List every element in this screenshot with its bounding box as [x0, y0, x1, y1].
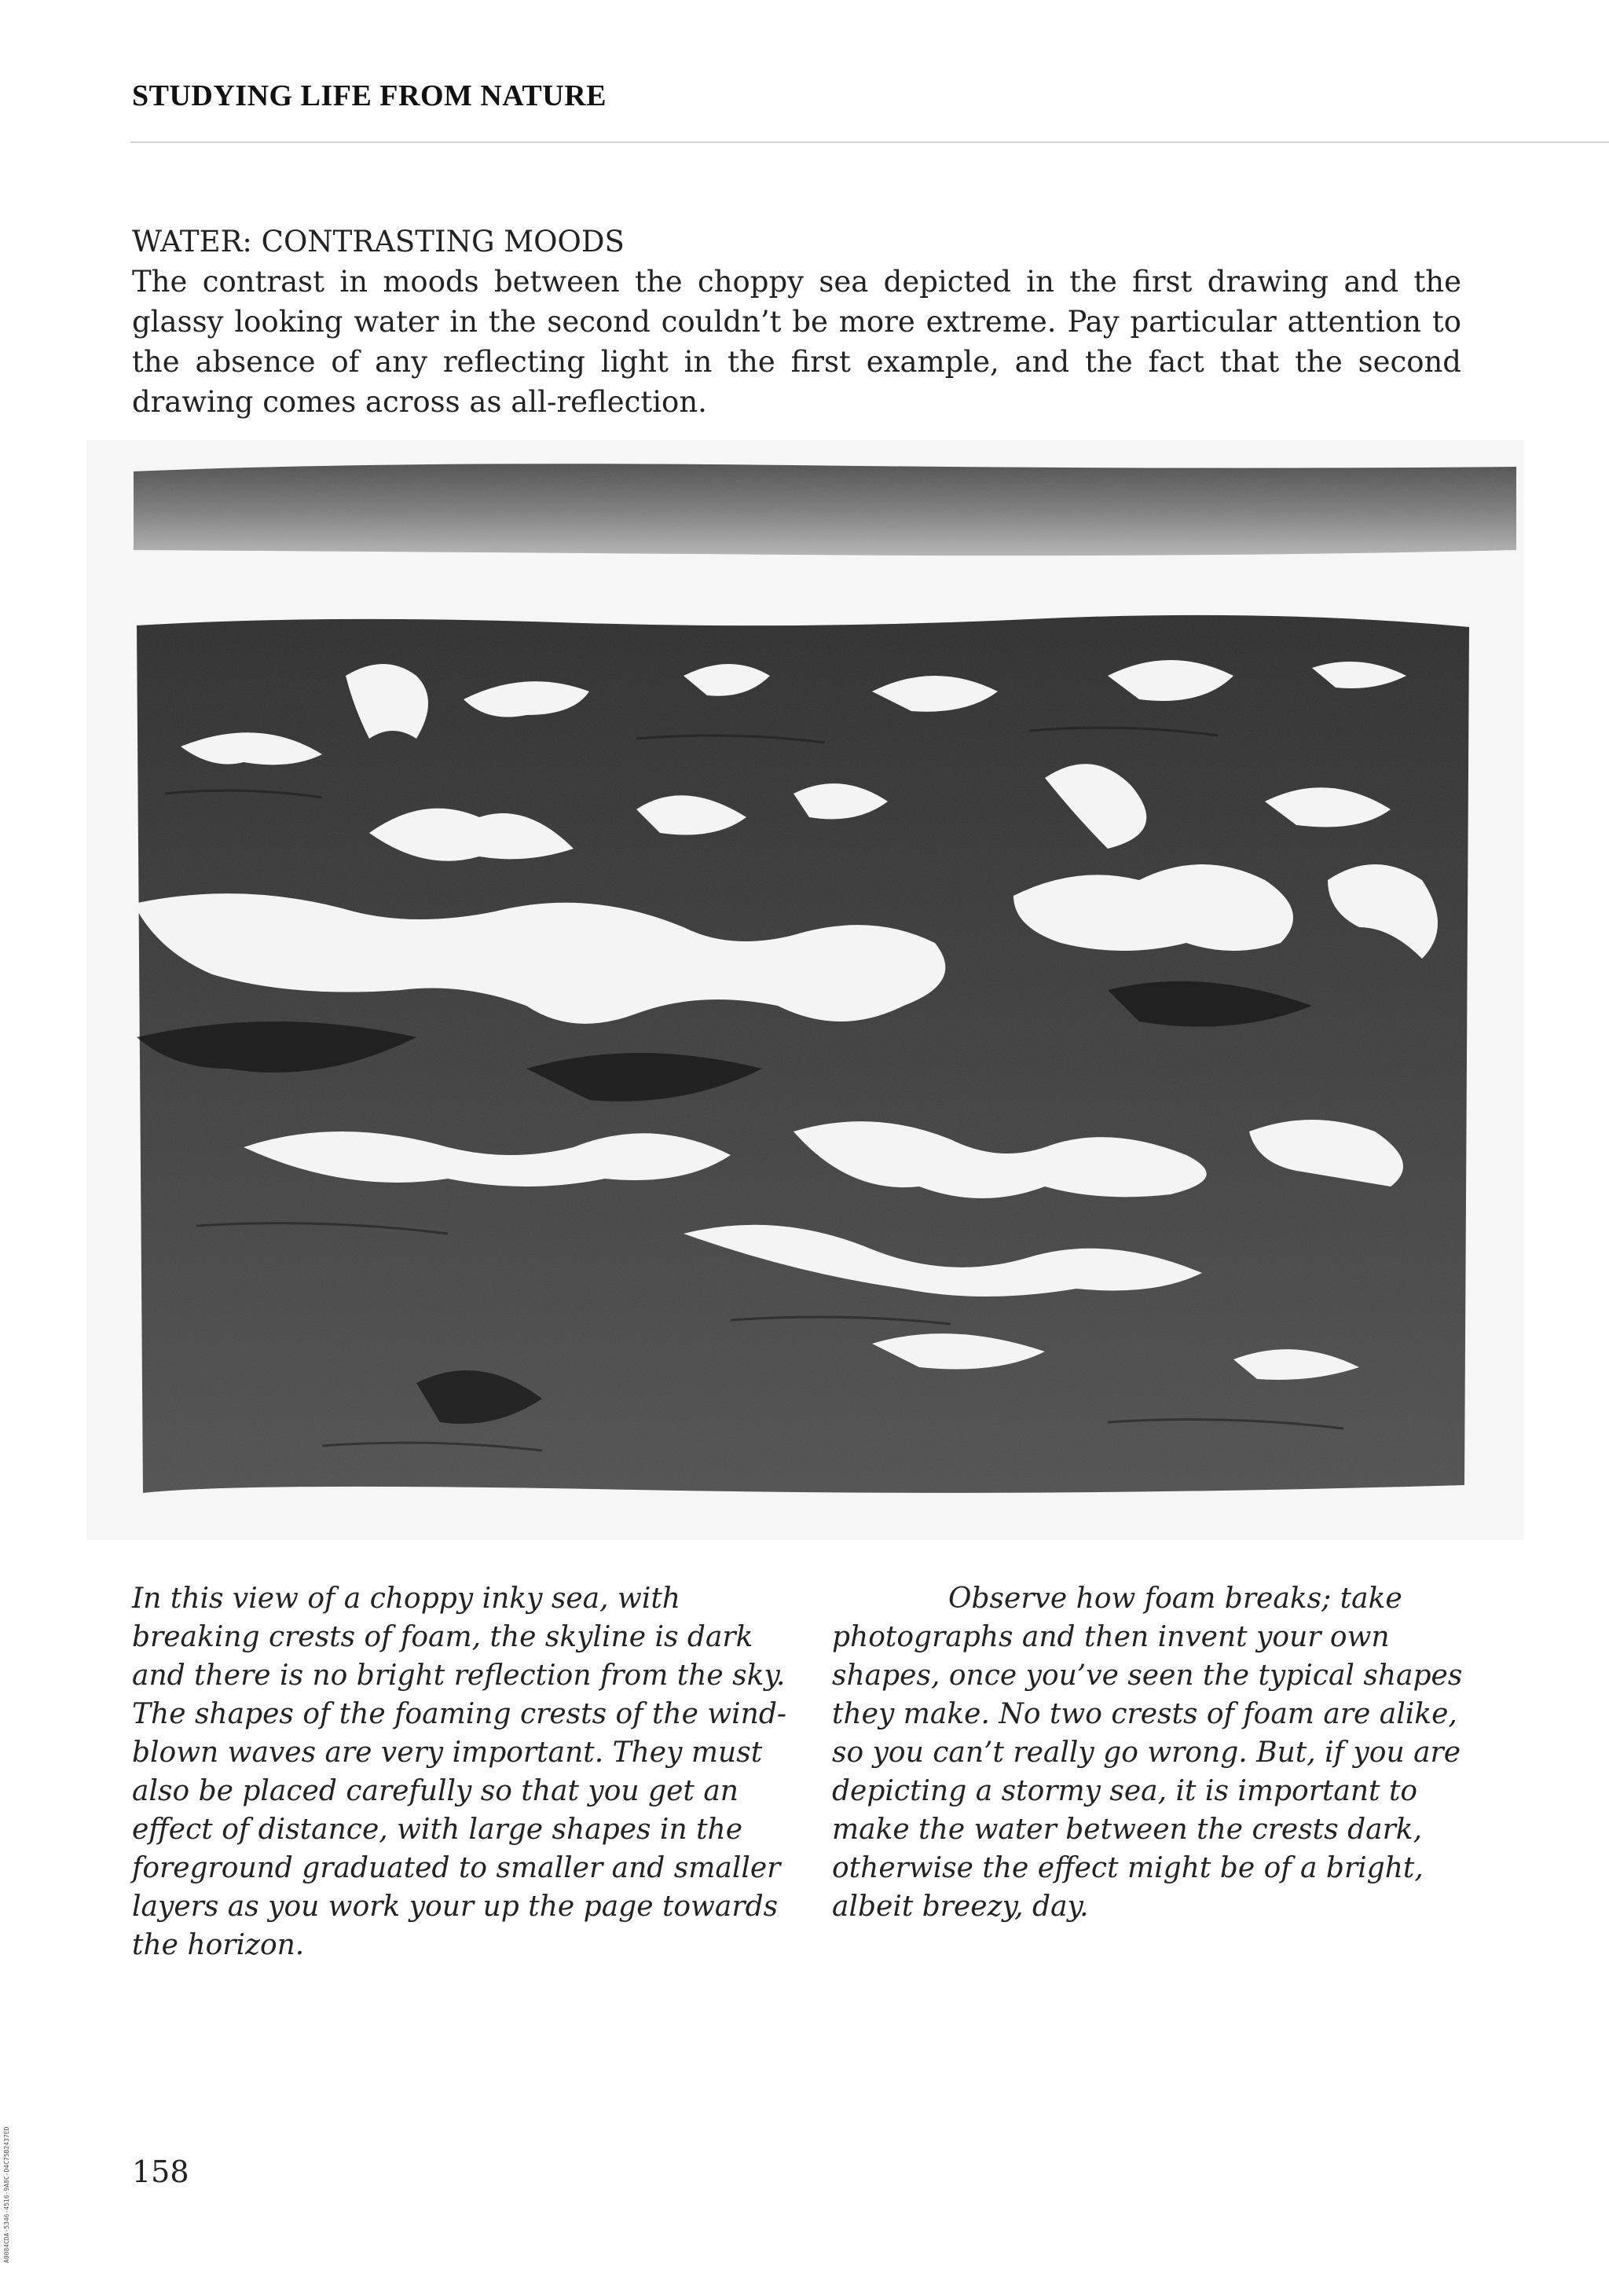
section-heading: WATER: CONTRASTING MOODS — [132, 225, 625, 259]
captions — [132, 1579, 1472, 1964]
header-rule — [130, 141, 1609, 143]
sky-band — [134, 464, 1516, 556]
page-number: 158 — [132, 2155, 189, 2189]
caption-right: Observe how foam breaks; take photographs and then invent your own shapes, once you’ve seen the typical shapes they make. No two crests of foam are alike, so you can’t really go wrong. But, if you are depicting a stormy sea, it is important to make the water between the crests dark, otherwise the effect might be of a bright, albeit breezy, day. — [832, 1583, 1463, 1923]
intro-paragraph: The contrast in moods between the choppy sea depicted in the first drawing and the glassy looking water in the second couldn’t be more extreme. Pay particular attention to the absence of any reflecting light in the first example, and the fact that the second drawing comes across as all-reflection. — [132, 265, 1461, 419]
side-code: A0084CDA-5346-4516-9A8C-D4C75B2437ED — [3, 2126, 10, 2263]
intro-section — [132, 222, 1461, 422]
caption-left: In this view of a choppy inky sea, with breaking crests of foam, the skyline is dark and there is no bright reflection from the sky. The shapes of the foaming crests of the wind-blown waves are very important. They must also be placed carefully so that you get an effect of distance, with large shapes in the foreground graduated to smaller and smaller layers as you work your up the page towards the horizon. — [132, 1583, 787, 1961]
sea-drawing — [86, 440, 1524, 1540]
running-head: STUDYING LIFE FROM NATURE — [132, 79, 607, 112]
